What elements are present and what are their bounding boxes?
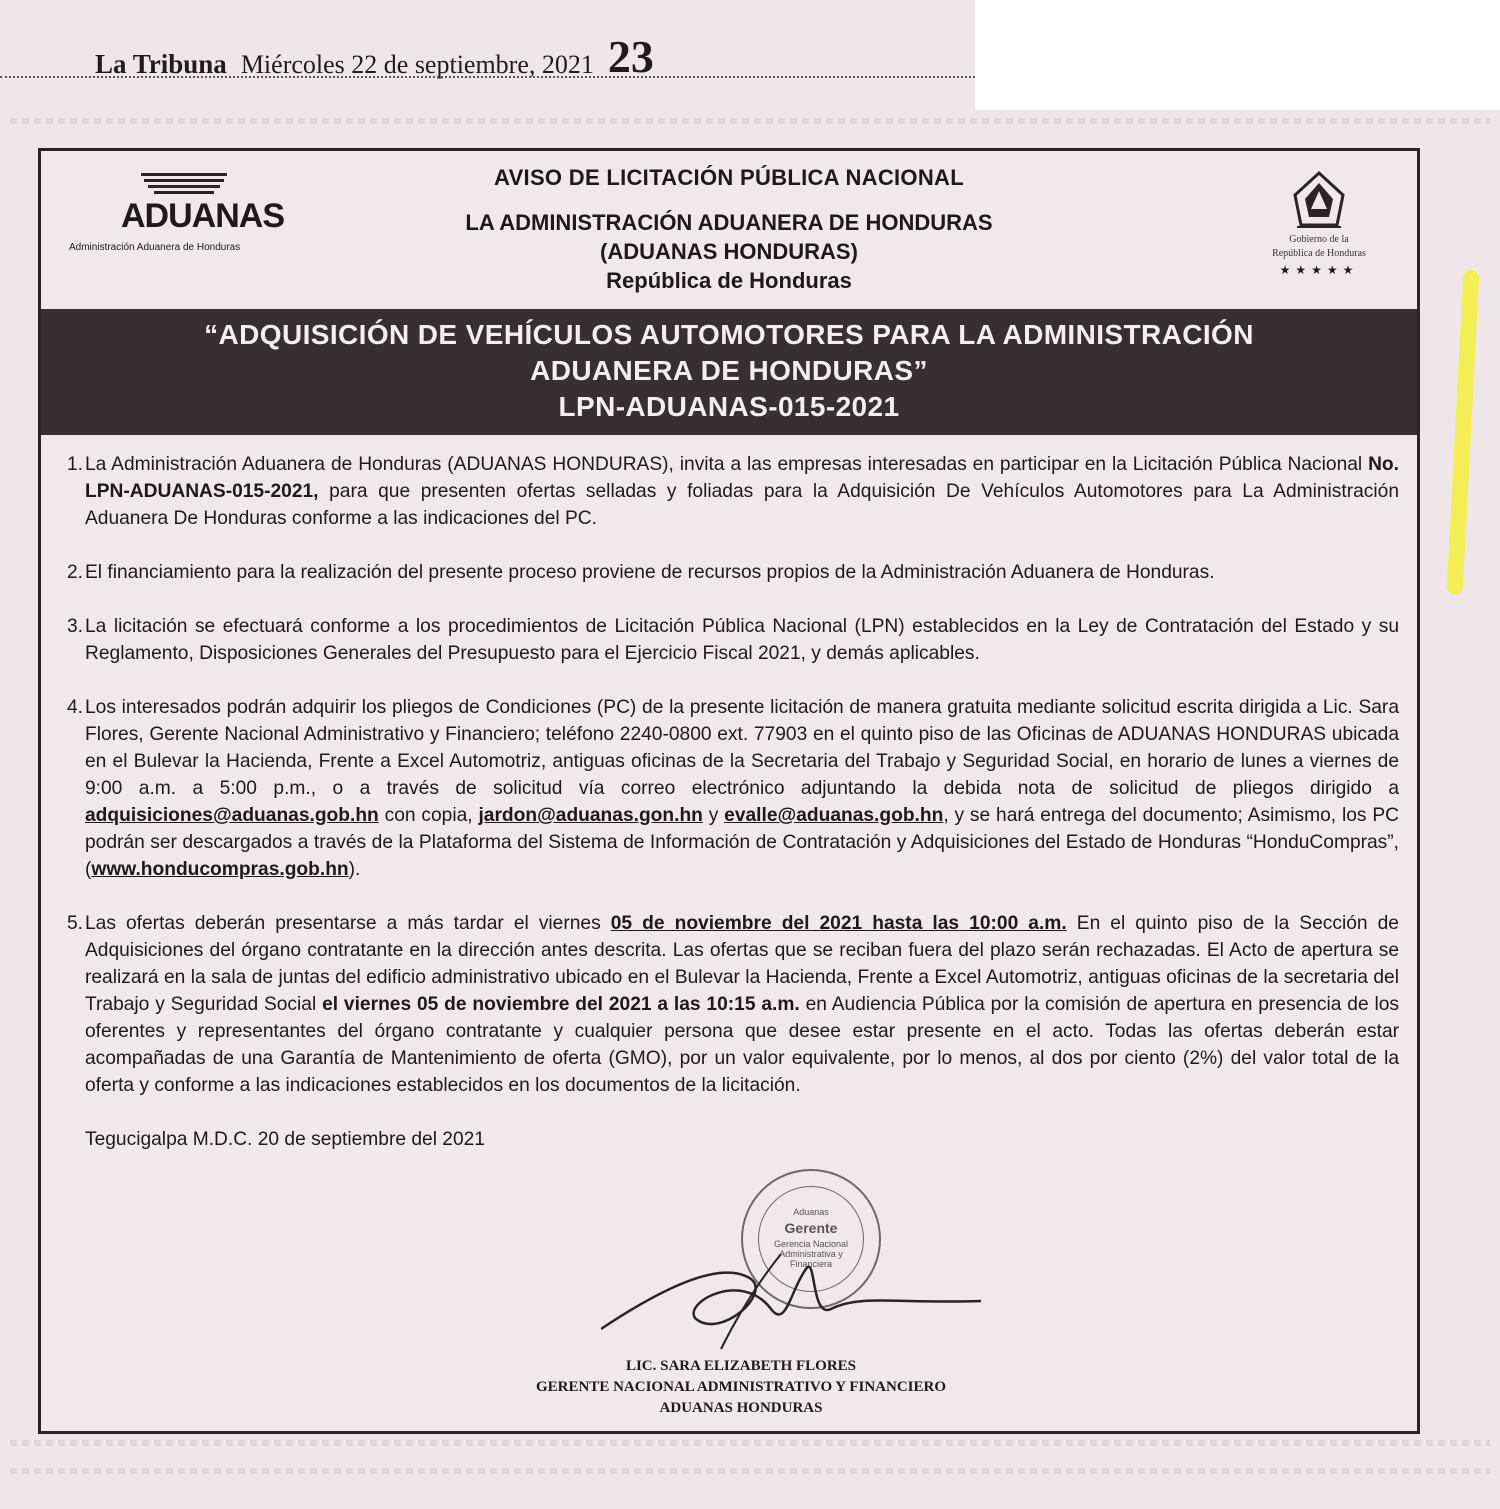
banner-line-2: ADUANERA DE HONDURAS” bbox=[530, 355, 928, 386]
signer-role: GERENTE NACIONAL ADMINISTRATIVO Y FINANCIERO bbox=[535, 1379, 947, 1395]
clause-1 bbox=[59, 451, 1399, 532]
clause-number: 3. bbox=[66, 616, 83, 637]
notice-title: AVISO DE LICITACIÓN PÚBLICA NACIONAL bbox=[494, 165, 964, 190]
agency-name: LA ADMINISTRACIÓN ADUANERA DE HONDURAS bbox=[465, 210, 993, 235]
clause-3 bbox=[59, 613, 1399, 667]
clause-text: Las ofertas deberán presentarse a más tardar el viernes 05 de noviembre del 2021 hasta las 10:00 a.m. En el quinto piso de la Sección de Adquisiciones del órgano contratante en la dirección antes descrita. Las ofertas que se reciban fuera del plazo serán rechazadas. El Acto de apertura se realizará en la sala de juntas del edificio administrativo ubicado en el Bulevar la Hacienda, Frente a Excel Automotriz, antiguas oficinas de la secretaria del Trabajo y Seguridad Social el viernes 05 de noviembre del 2021 a las 10:15 a.m. en Audiencia Pública por la comisión de apertura en presencia de los oferentes y representantes del órgano contratante y cualquier persona que desee estar presente en el acto. Todas las ofertas deberán estar acompañadas de una Garantía de Mantenimiento de oferta (GMO), por un valor equivalente, por lo menos, al dos por ciento (2%) del valor total de la oferta y conforme a las indicaciones establecidos en los documentos de la licitación. bbox=[85, 913, 1399, 1096]
tender-title-banner bbox=[41, 309, 1417, 435]
clause-2 bbox=[59, 559, 1399, 586]
newspaper-name: La Tribuna bbox=[95, 49, 227, 79]
clause-number: 4. bbox=[66, 697, 83, 718]
government-seal bbox=[1255, 169, 1383, 277]
clause-text: El financiamiento para la realización del presente proceso proviene de recursos propios de la Administración Aduanera de Honduras. bbox=[85, 562, 1215, 583]
stamp-subtitle: Gerencia Nacional Administrativa y Financiera bbox=[773, 1239, 849, 1269]
clause-number: 1. bbox=[66, 454, 83, 475]
tender-code: LPN-ADUANAS-015-2021 bbox=[558, 391, 900, 422]
email-jardon[interactable]: jardon@aduanas.gon.hn bbox=[478, 805, 703, 826]
place-and-date: Tegucigalpa M.D.C. 20 de septiembre del 2021 bbox=[85, 1129, 485, 1150]
signer-name: LIC. SARA ELIZABETH FLORES bbox=[625, 1358, 857, 1374]
seal-line1: Gobierno de la bbox=[1289, 234, 1349, 245]
masthead-rule bbox=[0, 76, 975, 78]
aduanas-logo bbox=[69, 173, 289, 253]
email-adquisiciones[interactable]: adquisiciones@aduanas.gob.hn bbox=[85, 805, 379, 826]
bleed-through-text bbox=[10, 118, 1490, 124]
clause-text: Los interesados podrán adquirir los pliegos de Condiciones (PC) de la presente licitación de manera gratuita mediante solicitud escrita dirigida a Lic. Sara Flores, Gerente Nacional Administrativo y Financiero; teléfono 2240-0800 ext. 77903 en el quinto piso de las Oficinas de ADUANAS HONDURAS ubicada en el Bulevar la Hacienda, Frente a Excel Automotriz, antiguas oficinas de la Secretaria del Trabajo y Seguridad Social, en horario de lunes a viernes de 9:00 a.m. a 5:00 p.m., o a través de solicitud vía correo electrónico adjuntando la debida nota de solicitud de pliegos dirigido a adquisiciones@aduanas.gob.hn con copia, jardon@aduanas.gon.hn y evalle@aduanas.gob.hn, y se hará entrega del documento; Asimismo, los PC podrán ser descargados a través de la Plataforma del Sistema de Información de Contratación y Adquisiciones del Estado de Honduras “HonduCompras”, (www.honducompras.gob.hn). bbox=[85, 697, 1399, 880]
clause-5 bbox=[59, 910, 1399, 1099]
clause-text: La Administración Aduanera de Honduras (ADUANAS HONDURAS), invita a las empresas interesadas en participar en la Licitación Pública Nacional No. LPN-ADUANAS-015-2021, para que presenten ofertas selladas y foliadas para la Adquisición De Vehículos Automotores para La Administración Aduanera De Honduras conforme a las indicaciones del PC. bbox=[85, 454, 1399, 529]
submission-deadline: 05 de noviembre del 2021 hasta las 10:00 a.m. bbox=[610, 913, 1067, 934]
agency-acronym: (ADUANAS HONDURAS) bbox=[600, 239, 858, 264]
coat-of-arms-icon bbox=[1289, 169, 1349, 231]
stamp-top: Aduanas bbox=[793, 1207, 829, 1217]
clause-4 bbox=[59, 694, 1399, 883]
logo-brand: ADUANAS bbox=[121, 197, 284, 235]
clause-number: 5. bbox=[66, 913, 83, 934]
clause-text: La licitación se efectuará conforme a los procedimientos de Licitación Pública Nacional (LPN) establecidos en la Ley de Contratación del Estado y su Reglamento, Disposiciones Generales del Presupuesto para el Ejercicio Fiscal 2021, y demás aplicables. bbox=[85, 616, 1399, 664]
email-evalle[interactable]: evalle@aduanas.gob.hn bbox=[724, 805, 944, 826]
honducompras-link[interactable]: www.honducompras.gob.hn bbox=[91, 859, 349, 880]
notice-header bbox=[41, 151, 1417, 309]
seal-line2: República de Honduras bbox=[1272, 248, 1366, 259]
bleed-through-text bbox=[10, 1440, 1490, 1446]
signer-org: ADUANAS HONDURAS bbox=[659, 1400, 823, 1416]
issue-date: Miércoles 22 de septiembre, 2021 bbox=[240, 50, 594, 79]
notice-body bbox=[41, 435, 1417, 1153]
bleed-through-text bbox=[10, 1468, 1490, 1474]
country-name: República de Honduras bbox=[606, 268, 852, 293]
page-number: 23 bbox=[607, 31, 654, 82]
stamp-title: Gerente bbox=[784, 1220, 838, 1236]
notice-titles bbox=[291, 165, 1167, 295]
handwritten-signature bbox=[601, 1249, 981, 1359]
tender-notice bbox=[38, 148, 1420, 1434]
clause-number: 2. bbox=[66, 562, 83, 583]
banner-line-1: “ADQUISICIÓN DE VEHÍCULOS AUTOMOTORES PARA LA ADMINISTRACIÓN bbox=[204, 319, 1254, 350]
logo-subtitle: Administración Aduanera de Honduras bbox=[69, 242, 241, 253]
seal-stars: ★★★★★ bbox=[1279, 263, 1359, 277]
signer-block bbox=[441, 1356, 1041, 1419]
ship-icon bbox=[141, 173, 227, 194]
newspaper-masthead bbox=[95, 30, 654, 80]
